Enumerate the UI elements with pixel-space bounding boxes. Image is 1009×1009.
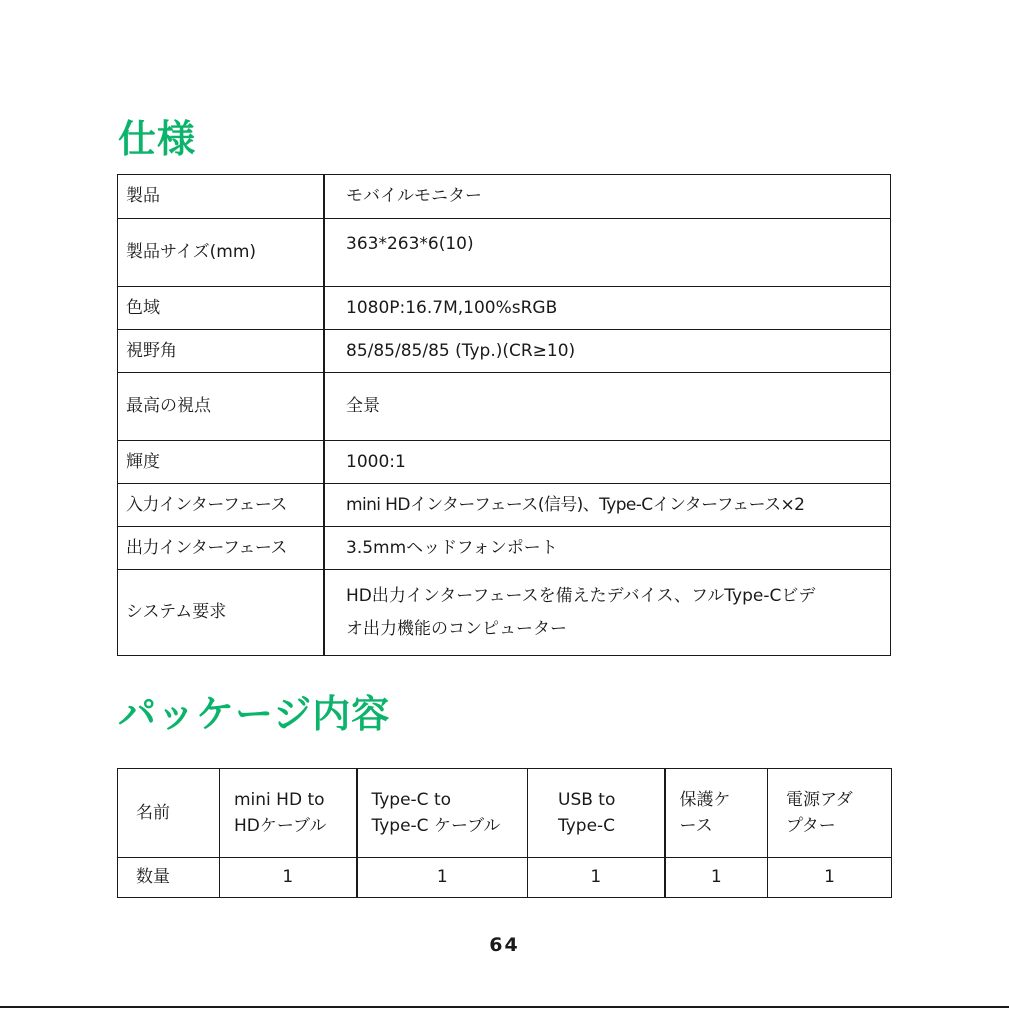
item-name-line: Type-C to <box>371 789 452 810</box>
package-item-qty: 1 <box>357 858 528 898</box>
package-item-name <box>768 769 892 858</box>
package-section-title: パッケージ内容 <box>118 692 391 736</box>
spec-label: 視野角 <box>118 330 325 373</box>
spec-label: 輝度 <box>118 441 325 484</box>
table-row <box>118 570 891 656</box>
spec-label: 出力インターフェース <box>118 527 325 570</box>
item-name-line: Type-C ケーブル <box>371 816 501 836</box>
item-name-line: 保護ケ <box>679 789 731 810</box>
bottom-divider <box>0 1006 1009 1008</box>
table-row <box>118 769 892 858</box>
package-item-name <box>528 769 665 858</box>
table-row <box>118 175 891 219</box>
table-row <box>118 219 891 287</box>
spec-label: 色域 <box>118 287 325 330</box>
spec-label: 最高の視点 <box>118 373 325 441</box>
package-item-qty: 1 <box>220 858 357 898</box>
spec-value: mini HDインターフェース(信号)、Type-Cインターフェース×2 <box>324 484 891 527</box>
table-row <box>118 330 891 373</box>
spec-label: 製品 <box>118 175 325 219</box>
package-table <box>117 768 892 898</box>
item-name-line: USB to <box>558 789 616 810</box>
spec-table <box>117 174 891 656</box>
item-name-line: mini HD to <box>234 789 325 810</box>
table-row <box>118 858 892 898</box>
spec-value <box>324 570 891 656</box>
item-name-line: HDケーブル <box>234 816 327 836</box>
package-item-name <box>220 769 357 858</box>
package-item-qty: 1 <box>768 858 892 898</box>
spec-label: 入力インターフェース <box>118 484 325 527</box>
spec-value: 1080P:16.7M,100%sRGB <box>324 287 891 330</box>
package-name-header: 名前 <box>118 769 220 858</box>
spec-value: 1000:1 <box>324 441 891 484</box>
table-row <box>118 484 891 527</box>
spec-value: 363*263*6(10) <box>324 219 891 287</box>
table-row <box>118 527 891 570</box>
item-name-line: 電源アダ <box>786 789 853 810</box>
spec-value-line: HD出力インターフェースを備えたデバイス、フルType-Cビデ <box>346 586 816 607</box>
package-item-name <box>357 769 528 858</box>
spec-section-title: 仕様 <box>118 117 197 161</box>
page-number: 64 <box>489 934 520 956</box>
spec-value: 85/85/85/85 (Typ.)(CR≥10) <box>324 330 891 373</box>
item-name-line: ース <box>679 816 713 836</box>
spec-value: 全景 <box>324 373 891 441</box>
item-name-line: プター <box>786 816 836 836</box>
table-row <box>118 287 891 330</box>
package-item-qty: 1 <box>665 858 768 898</box>
spec-value-line: オ出力機能のコンピューター <box>346 618 567 639</box>
package-quantity-header: 数量 <box>118 858 220 898</box>
table-row <box>118 441 891 484</box>
spec-value: モバイルモニター <box>324 175 891 219</box>
spec-label: 製品サイズ(mm) <box>118 219 325 287</box>
item-name-line: Type-C <box>558 816 616 836</box>
package-item-qty: 1 <box>528 858 665 898</box>
table-row <box>118 373 891 441</box>
spec-label: システム要求 <box>118 570 325 656</box>
spec-value: 3.5mmヘッドフォンポート <box>324 527 891 570</box>
package-item-name <box>665 769 768 858</box>
